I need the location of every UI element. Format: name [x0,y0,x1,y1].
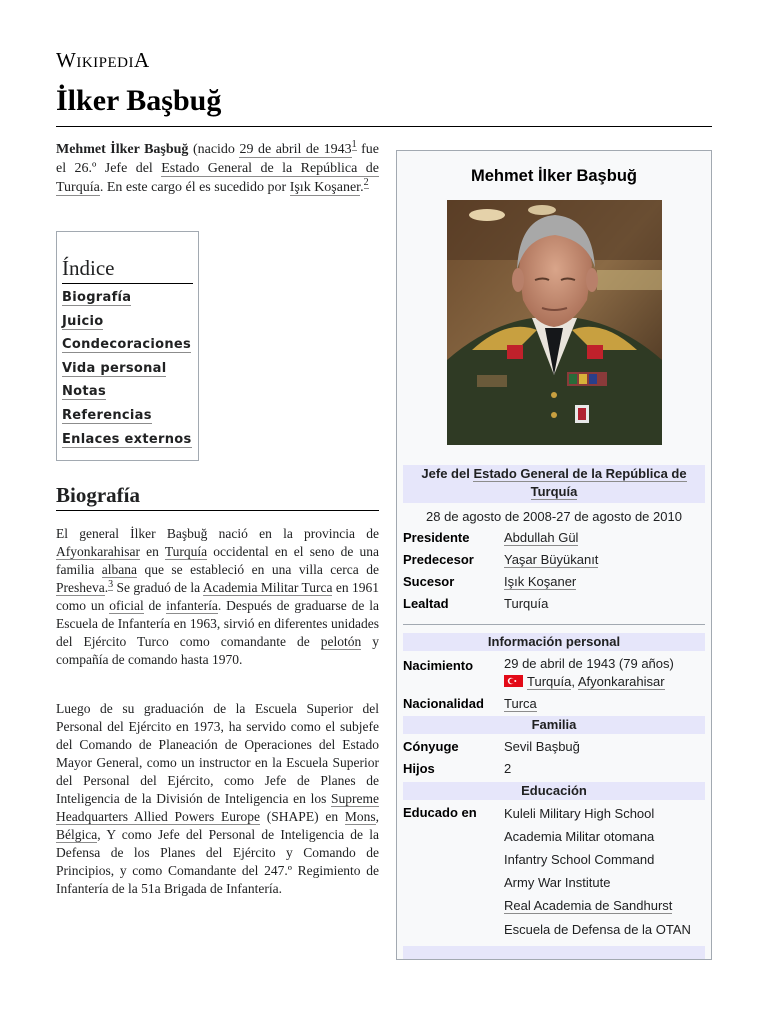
text: , [571,674,578,689]
logo-letter: W [56,48,77,72]
school-1: Kuleli Military High School [504,806,655,821]
title-divider [56,126,712,127]
text: (SHAPE) en [260,809,345,824]
text: , Y como Jefe del Personal de Inteligencia de la Defensa de los Planes del Ejército y Comando de Principios, y como Comandante del 247.º Regimiento de Infantería de la 51a Brigada de Infantería. [56,827,379,896]
birth-place-country-link[interactable]: Turquía [527,674,572,689]
text: . Después de graduarse de la Escuela de Infantería en 1963, sirvió en diferentes unidades del Ejército Turco como comandante de [56,598,379,649]
birth-label: Nacimiento [403,658,474,673]
biography-paragraph-1 [56,525,379,669]
text: de [143,598,167,613]
logo-letters: IKIPEDI [76,55,134,71]
toc-item-label: Biografía [62,290,132,305]
toc-item-juicio[interactable] [62,314,193,338]
nationality-label: Nacionalidad [403,696,484,711]
school-2: Academia Militar otomana [504,829,655,844]
wikipedia-logo[interactable] [56,48,150,73]
predecessor-link[interactable]: Yaşar Büyükanıt [504,552,599,567]
office-link[interactable]: Estado General de la República de Turquía [473,466,687,499]
intro-paragraph [56,140,379,197]
text: Se graduó de la [113,580,203,595]
allegiance-label: Lealtad [403,596,449,611]
toc-item-label: Condecoraciones [62,337,192,353]
family-header: Familia [403,716,705,734]
toc-title: Índice [62,256,193,284]
infobox-footer-band [403,946,705,960]
link-mons[interactable]: Mons [344,809,376,824]
children-label: Hijos [403,761,435,776]
predecessor-label: Predecesor [403,552,474,567]
link-albana[interactable]: albana [101,562,137,577]
toc-item-label: Notas [62,384,107,400]
biography-paragraph-2 [56,700,379,898]
link-turquia[interactable]: Turquía [164,544,208,559]
infobox [396,150,712,960]
section-heading-biografia: Biografía [56,483,140,507]
ref-3[interactable]: 3 [108,578,114,590]
allegiance-value: Turquía [504,596,549,611]
infobox-title: Mehmet İlker Başbuğ [471,167,637,185]
page-title: İlker Başbuğ [56,84,222,117]
infobox-office-header [403,465,705,503]
toc-item-label: Referencias [62,407,152,423]
ref-1[interactable]: 1 [351,139,357,151]
table-of-contents [56,231,199,461]
turkey-flag-icon [504,675,523,687]
toc-item-label: Vida personal [62,360,167,376]
text: (nacido [188,142,240,157]
birth-date: 29 de abril de 1943 (79 años) [504,656,674,671]
link-infanteria[interactable]: infantería [166,598,218,613]
birth-place-city-link[interactable]: Afyonkarahisar [577,674,665,689]
spouse-label: Cónyuge [403,739,459,754]
spouse-value: Sevil Başbuğ [504,739,580,754]
link-afyonkarahisar[interactable]: Afyonkarahisar [56,544,140,559]
toc-item-label: Enlaces externos [62,431,192,447]
section-divider [56,510,379,511]
educated-label: Educado en [403,805,477,820]
link-oficial[interactable]: oficial [109,598,144,613]
president-label: Presidente [403,530,470,545]
nationality-link[interactable]: Turca [504,696,537,711]
text: Jefe del [421,466,474,481]
birth-place [504,674,665,689]
school-3: Infantry School Command [504,852,655,867]
toc-item-condecoraciones[interactable] [62,337,193,361]
logo-letter: A [133,48,150,72]
ref-2[interactable]: 2 [363,177,369,189]
text: occidental en el seno de una familia [56,544,380,577]
children-value: 2 [504,761,512,776]
link-academia-militar-turca[interactable]: Academia Militar Turca [202,580,333,595]
text: El general İlker Başbuğ nació en la provincia de [56,526,379,541]
text: . En este cargo él es sucedido por [99,180,290,195]
link-belgica[interactable]: Bélgica [56,827,98,842]
text: fue el 26.º Jefe del [56,142,379,176]
office-link[interactable]: Estado General de la República de Turquía [56,161,379,195]
text: en 1961 como un [56,580,379,613]
text: Luego de su graduación de la Escuela Superior del Personal del Ejército en 1973, ha servido como el subjefe del Comando de Planeación de Operaciones del Estado Mayor General, como un instructor en la Escuela Superior del Personal del Ejército, como Jefe de Planes de Inteligencia de la División de Inteligencia en los [56,701,379,806]
education-header: Educación [403,782,705,800]
successor-link[interactable]: Işık Koşaner [289,180,361,195]
text: . [104,580,109,595]
text: y compañía de comando hasta 1970. [56,634,379,667]
infobox-divider [403,624,705,625]
portrait-image [447,200,662,445]
school-6: Escuela de Defensa de la OTAN [504,922,691,937]
text: que se estableció en una villa cerca de [136,562,379,577]
toc-item-enlaces-externos[interactable] [62,432,193,456]
term-dates: 28 de agosto de 2008-27 de agosto de 2010 [426,509,682,524]
link-shape[interactable]: Supreme Headquarters Allied Powers Europe [56,791,379,824]
birthdate-link[interactable]: 29 de abril de 1943 [239,142,352,157]
school-4: Army War Institute [504,875,611,890]
personal-info-header: Información personal [403,633,705,651]
link-peloton[interactable]: pelotón [320,634,362,649]
successor-link[interactable]: Işık Koşaner [504,574,577,589]
text: , [375,809,379,824]
toc-item-vida-personal[interactable] [62,361,193,385]
president-link[interactable]: Abdullah Gül [504,530,579,545]
text: . [360,180,364,195]
subject-name: Mehmet İlker Başbuğ [56,142,189,157]
toc-item-biografia[interactable] [62,290,193,314]
link-presheva[interactable]: Presheva [56,580,105,595]
toc-item-referencias[interactable] [62,408,193,432]
portrait-photo[interactable] [447,200,662,445]
school-5-link[interactable]: Real Academia de Sandhurst [504,898,673,913]
text: en [139,544,165,559]
successor-label: Sucesor [403,574,455,589]
toc-list [62,290,193,455]
toc-item-label: Juicio [62,313,104,329]
toc-item-notas[interactable] [62,384,193,408]
